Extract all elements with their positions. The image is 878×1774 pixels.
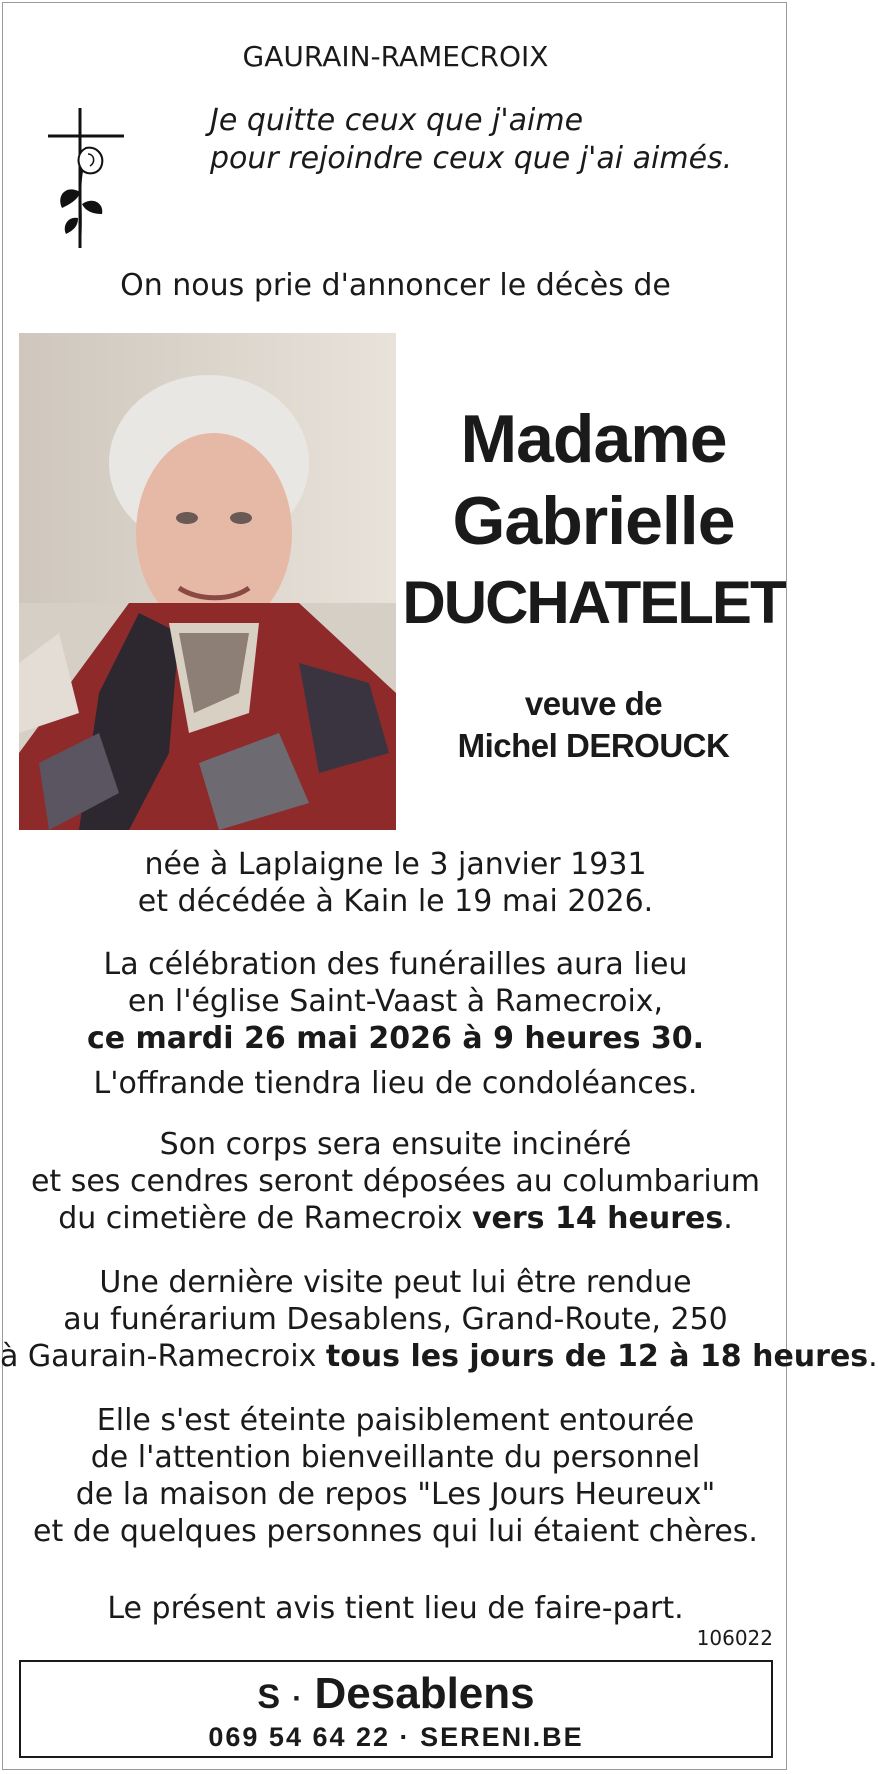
reference-number: 106022 [696,1626,773,1650]
cremation-line-3 [0,1200,791,1237]
contact-separator: · [399,1722,411,1752]
closing-line: Le présent avis tient lieu de faire-part. [107,1591,684,1626]
visit-line-3 [0,1338,878,1375]
portrait-photo [19,333,396,830]
passing-line-4: et de quelques personnes qui lui étaient chères. [33,1514,758,1549]
announcement-line: On nous prie d'annoncer le décès de [120,268,671,303]
funeral-line-2: en l'église Saint-Vaast à Ramecroix, [127,984,664,1019]
visit-line-1: Une dernière visite peut lui être rendue [99,1265,692,1300]
funeral-paragraph [0,946,791,1057]
brand-s-logo: S [257,1678,281,1716]
visit-end: . [868,1339,878,1374]
last-name: DUCHATELET [402,569,785,636]
passing-line-2: de l'attention bienveillante du personnel [90,1440,701,1475]
first-name: Gabrielle [452,483,735,559]
passing-paragraph [0,1402,791,1550]
birth-line: née à Laplaigne le 3 janvier 1931 [144,847,647,882]
cremation-line-2: et ses cendres seront déposées au columbarium [30,1164,761,1199]
closing-paragraph [0,1590,791,1627]
quote-line-2: pour rejoindre ceux que j'ai aimés. [210,141,733,176]
visit-line-2: au funérarium Desablens, Grand-Route, 250 [63,1302,728,1337]
deceased-name [396,398,791,644]
epigraph-quote [210,102,770,178]
dates-paragraph [0,846,791,920]
phone-number: 069 54 64 22 [208,1722,391,1752]
offering-paragraph [0,1065,791,1102]
cremation-time: vers 14 heures [471,1201,724,1236]
cremation-line-1: Son corps sera ensuite incinéré [159,1127,632,1162]
funeral-home-brand [21,1670,771,1723]
cross-with-rose-icon [44,100,134,250]
cremation-place: du cimetière de Ramecroix [58,1201,472,1236]
cremation-end: . [723,1201,733,1236]
funeral-line-1: La célébration des funérailles aura lieu [103,947,688,982]
visit-hours: tous les jours de 12 à 18 heures [325,1339,869,1374]
funeral-home-footer [19,1660,773,1758]
visit-paragraph [0,1264,878,1375]
spouse-name: Michel DEROUCK [457,727,730,764]
cremation-paragraph [0,1126,791,1237]
website: SERENI.BE [420,1722,584,1752]
passing-line-1: Elle s'est éteinte paisiblement entourée [96,1403,695,1438]
offering-line: L'offrande tiendra lieu de condoléances. [93,1066,698,1101]
brand-dot: · [292,1682,303,1715]
spouse-block [396,683,791,767]
name-title: Madame [460,401,727,477]
funeral-date-time: ce mardi 26 mai 2026 à 9 heures 30. [86,1021,705,1056]
brand-name: Desablens [314,1669,535,1718]
passing-line-3: de la maison de repos "Les Jours Heureux" [75,1477,716,1512]
visit-place: à Gaurain-Ramecroix [0,1339,326,1374]
contact-line [21,1722,771,1753]
widow-of-label: veuve de [524,685,663,722]
death-line: et décédée à Kain le 19 mai 2026. [137,884,654,919]
quote-line-1: Je quitte ceux que j'aime [210,103,584,138]
city-heading: GAURAIN-RAMECROIX [242,40,549,73]
